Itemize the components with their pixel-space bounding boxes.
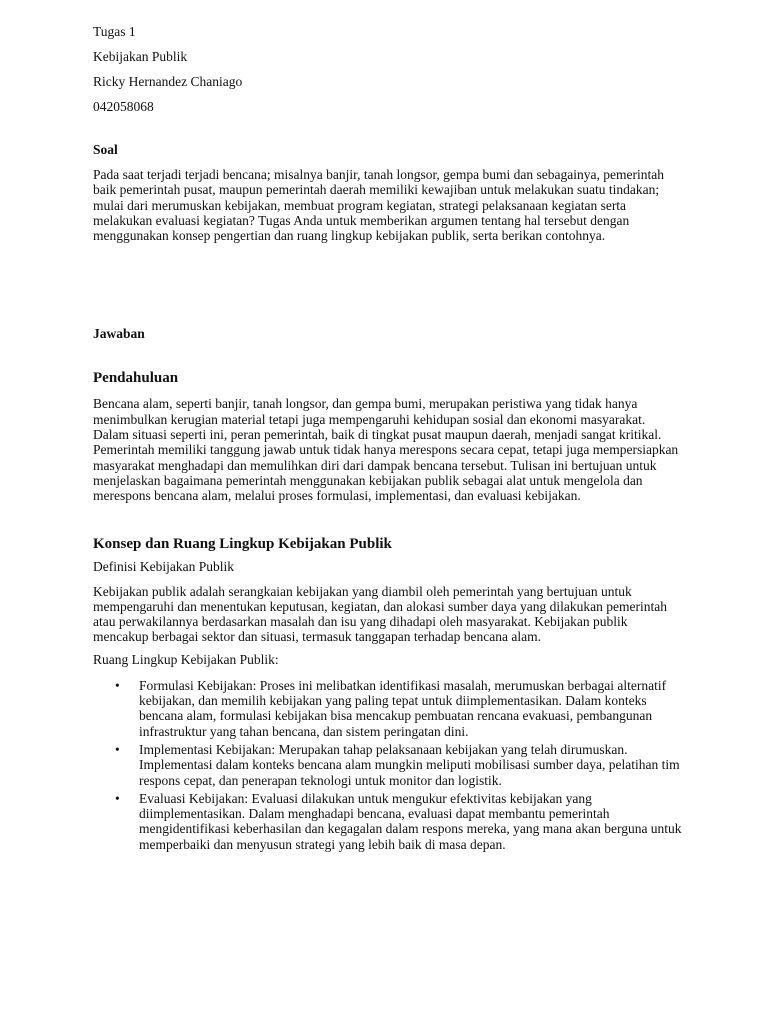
- task-label: Tugas 1: [93, 24, 136, 39]
- definition-text: Kebijakan publik adalah serangkaian kebijakan yang diambil oleh pemerintah yang bertujuan untuk mempengaruhi dan menentukan keputusan, kegiatan, dan alokasi sumber daya yang dilakukan pemerintah atau perwakilannya berdasarkan masalah dan isu yang dihadapi oleh masyarakat. Kebijakan publik mencakup berbagai sektor dan situasi, termasuk tanggapan terhadap bencana alam.: [93, 583, 667, 645]
- student-name: Ricky Hernandez Chaniago: [93, 74, 243, 89]
- bullet-icon: •: [115, 741, 120, 757]
- bullet-icon: •: [115, 677, 120, 693]
- list-item-text: Formulasi Kebijakan: Proses ini melibatkan identifikasi masalah, merumuskan berbagai alternatif kebijakan, dan memilih kebijakan yang paling tepat untuk diimplementasikan. Dalam konteks bencana alam, formulasi kebijakan bisa mencakup pembuatan rencana evakuasi, pembangunan infrastruktur yang tahan bencana, dan sistem peringatan dini.: [139, 677, 667, 739]
- student-id: 042058068: [93, 99, 154, 114]
- list-item: [93, 678, 683, 739]
- question-heading: Soal: [93, 142, 118, 157]
- definition-label: Definisi Kebijakan Publik: [93, 558, 234, 574]
- list-item: [93, 791, 683, 852]
- list-item-text: Evaluasi Kebijakan: Evaluasi dilakukan untuk mengukur efektivitas kebijakan yang diimplementasikan. Dalam menghadapi bencana, evaluasi dapat membantu pemerintah mengidentifikasi keberhasilan dan kegagalan dalam respons mereka, yang mana akan berguna untuk memperbaiki dan menyusun strategi yang lebih baik di masa depan.: [139, 790, 682, 852]
- list-item-text: Implementasi Kebijakan: Merupakan tahap pelaksanaan kebijakan yang telah dirumuskan. Implementasi dalam konteks bencana alam mungkin meliputi mobilisasi sumber daya, pelatihan tim respons cepat, dan penerapan teknologi untuk monitor dan logistik.: [139, 741, 680, 788]
- bullet-icon: •: [115, 790, 120, 806]
- scope-list: [93, 678, 683, 852]
- concept-title: Konsep dan Ruang Lingkup Kebijakan Publik: [93, 535, 392, 552]
- question-text: Pada saat terjadi terjadi bencana; misalnya banjir, tanah longsor, gempa bumi dan sebagainya, pemerintah baik pemerintah pusat, maupun pemerintah daerah memiliki kewajiban untuk melakukan suatu tindakan; mulai dari merumuskan kebijakan, membuat program kegiatan, strategi pelaksanaan kegiatan serta melakukan evaluasi kegiatan? Tugas Anda untuk memberikan argumen tentang hal tersebut dengan menggunakan konsep pengertian dan ruang lingkup kebijakan publik, serta berikan contohnya.: [93, 167, 664, 244]
- document-page: [93, 24, 683, 855]
- intro-text: Bencana alam, seperti banjir, tanah longsor, dan gempa bumi, merupakan peristiwa yang tidak hanya menimbulkan kerugian material tetapi juga mempengaruhi kehidupan sosial dan ekonomi masyarakat. Dalam situasi seperti ini, peran pemerintah, baik di tingkat pusat maupun daerah, menjadi sangat kritikal. Pemerintah memiliki tanggung jawab untuk tidak hanya merespons secara cepat, tetapi juga mempersiapkan masyarakat menghadapi dan memulihkan diri dari dampak bencana tersebut. Tulisan ini bertujuan untuk menjelaskan bagaimana pemerintah menggunakan kebijakan publik sebagai alat untuk mengelola dan merespons bencana alam, melalui proses formulasi, implementasi, dan evaluasi kebijakan.: [93, 396, 679, 504]
- scope-label: Ruang Lingkup Kebijakan Publik:: [93, 651, 279, 667]
- answer-heading: Jawaban: [93, 326, 145, 342]
- intro-title: Pendahuluan: [93, 370, 179, 387]
- course-name: Kebijakan Publik: [93, 49, 188, 64]
- list-item: [93, 742, 683, 788]
